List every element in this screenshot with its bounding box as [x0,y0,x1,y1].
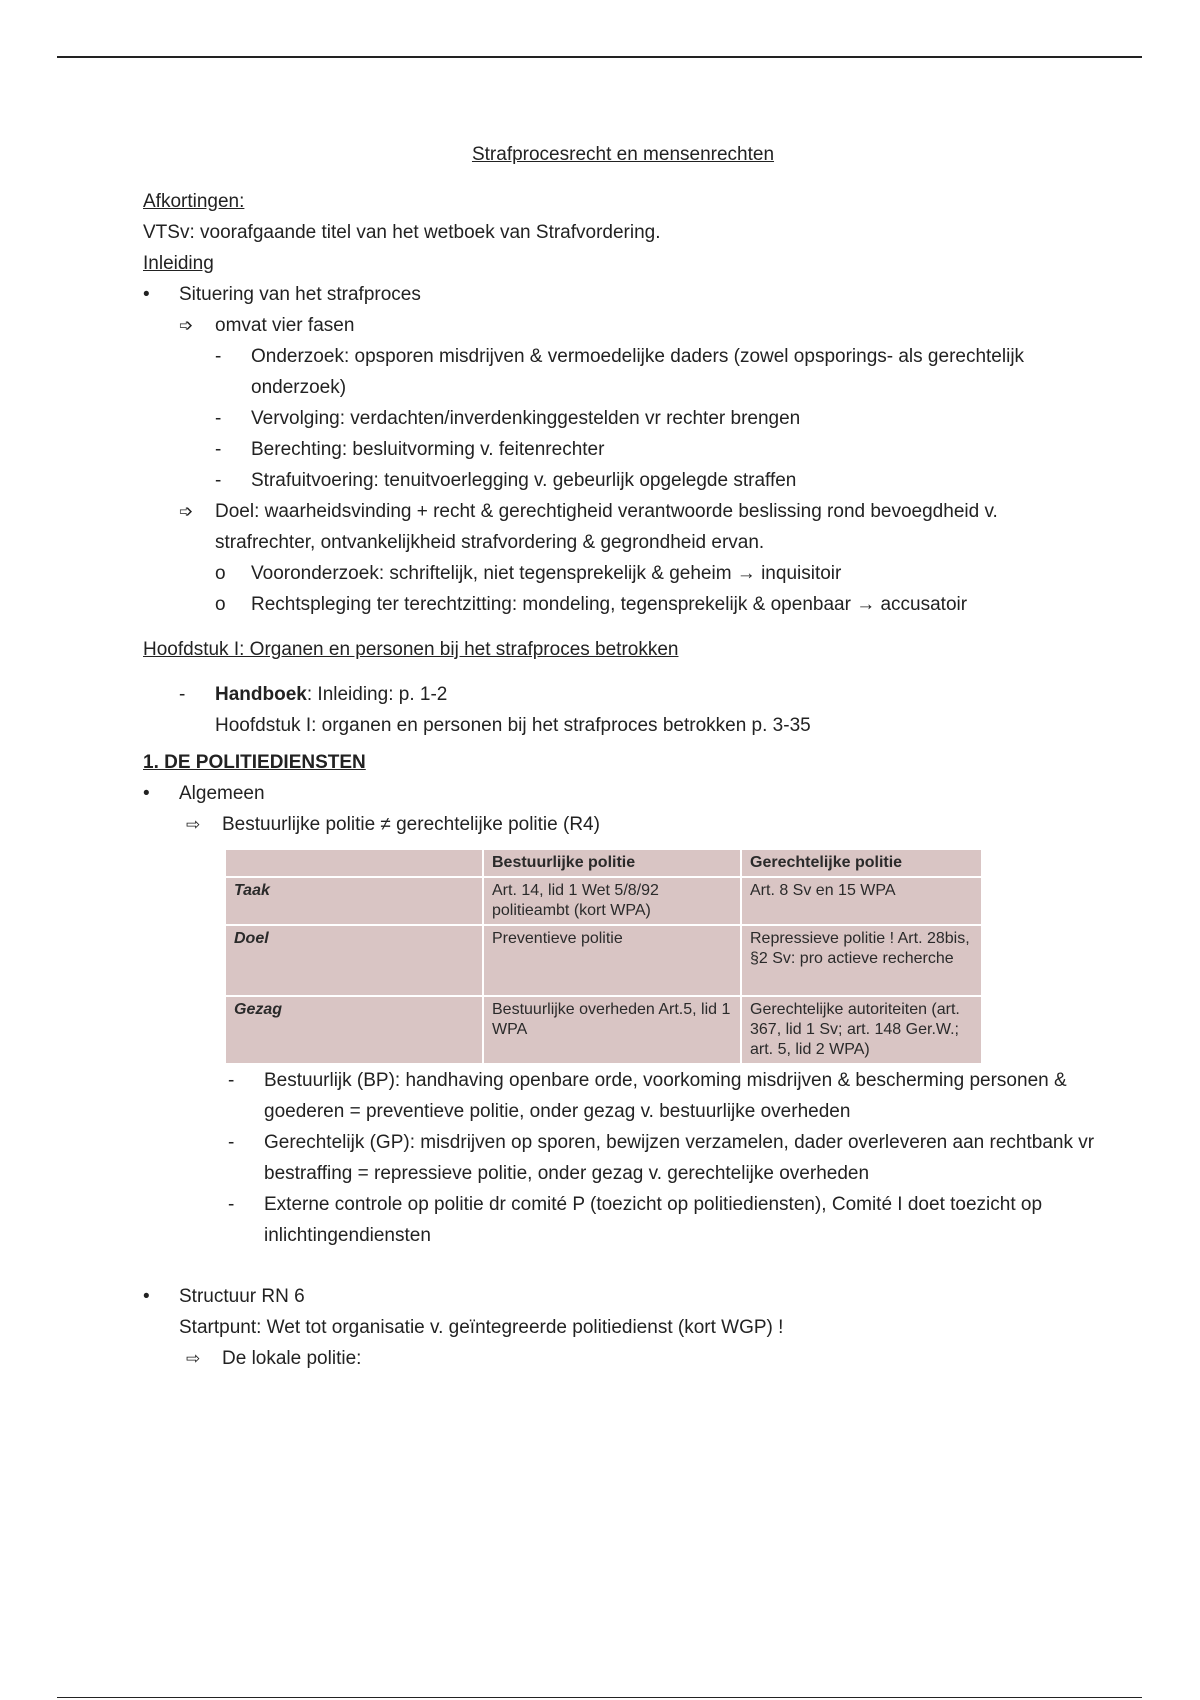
bullet-icon: • [143,783,150,804]
list-item [143,1065,1103,1127]
handboek-line2: Hoofdstuk I: organen en personen bij het strafproces betrokken p. 3-35 [215,715,811,736]
document-body [143,140,1103,1374]
section-heading: 1. DE POLITIEDIENSTEN [143,752,366,773]
arrow-text: omvat vier fasen [215,315,355,336]
list-item [143,679,1103,710]
table-row [225,996,982,1064]
dash-icon: - [215,346,222,367]
list-item [143,341,1103,403]
bottom-rule [57,1697,1142,1698]
fase-text: Berechting: besluitvorming v. feitenrechter [251,439,605,460]
handboek-label: Handboek [215,684,307,705]
table-cell: Repressieve politie ! Art. 28bis, §2 Sv: pro actieve recherche [741,925,982,996]
structuur-line: Startpunt: Wet tot organisatie v. geïntegreerde politiedienst (kort WGP) ! [179,1317,784,1338]
list-item [143,310,1103,341]
table-cell: Gerechtelijke autoriteiten (art. 367, lid 1 Sv; art. 148 Ger.W.; art. 5, lid 2 WPA) [741,996,982,1064]
table-header-cell: Gerechtelijke politie [741,849,982,877]
dash-icon: - [228,1194,235,1215]
list-item [143,809,1103,840]
comparison-table [224,848,983,1065]
list-item [143,1281,1103,1312]
table-cell: Art. 14, lid 1 Wet 5/8/92 politieambt (kort WPA) [483,877,741,925]
list-item [143,496,1103,558]
dash-icon: - [228,1070,235,1091]
table-cell: Gezag [225,996,483,1064]
sub-text: Rechtspleging ter terechtzitting: mondeling, tegensprekelijk & openbaar → accusatoir [251,594,968,615]
list-item [143,279,1103,310]
arrow-right-icon: ➩ [179,502,194,521]
list-item [143,1343,1103,1374]
dash-icon: - [215,470,222,491]
hoofdstuk-heading: Hoofdstuk I: Organen en personen bij het strafproces betrokken [143,639,679,660]
arrow-text: Bestuurlijke politie ≠ gerechtelijke politie (R4) [222,814,600,835]
arrow-outline-icon: ⇨ [186,815,201,834]
arrow-right-icon: ➩ [179,316,194,335]
top-rule [57,56,1142,58]
list-item [143,558,1103,589]
item-text: Bestuurlijk (BP): handhaving openbare orde, voorkoming misdrijven & bescherming personen & goederen = preventieve politie, onder gezag v. bestuurlijke overheden [264,1070,1067,1122]
fase-text: Strafuitvoering: tenuitvoerlegging v. gebeurlijk opgelegde straffen [251,470,797,491]
page-title: Strafprocesrecht en mensenrechten [471,144,775,165]
table-cell: Doel [225,925,483,996]
bullet-text: Structuur RN 6 [179,1286,305,1307]
item-text: Gerechtelijk (GP): misdrijven op sporen, bewijzen verzamelen, dader overleveren aan rechtbank vr bestraffing = repressieve politie, onder gezag v. gerechtelijke overheden [264,1132,1095,1184]
table-row [225,925,982,996]
bullet-icon: • [143,1286,150,1307]
list-item [143,465,1103,496]
table-row [225,877,982,925]
afkortingen-text: VTSv: voorafgaande titel van het wetboek van Strafvordering. [143,222,661,243]
circle-bullet-icon: o [215,563,226,584]
list-item [143,434,1103,465]
table-cell: Taak [225,877,483,925]
inleiding-heading: Inleiding [143,253,214,274]
table-header-cell [225,849,483,877]
list-item [143,1127,1103,1189]
table-header-cell: Bestuurlijke politie [483,849,741,877]
bullet-text: Algemeen [179,783,265,804]
dash-icon: - [215,408,222,429]
bullet-icon: • [143,284,150,305]
fase-text: Vervolging: verdachten/inverdenkinggestelden vr rechter brengen [251,408,801,429]
sub-text: Vooronderzoek: schriftelijk, niet tegensprekelijk & geheim → inquisitoir [251,563,842,584]
handboek-text: : Inleiding: p. 1-2 [306,684,448,705]
afkortingen-heading: Afkortingen: [143,191,245,212]
table-header-row [225,849,982,877]
item-text: Externe controle op politie dr comité P (toezicht op politiediensten), Comité I doet toezicht op inlichtingendiensten [264,1194,1043,1246]
dash-icon: - [228,1132,235,1153]
list-item [143,589,1103,620]
list-item [143,1189,1103,1251]
dash-icon: - [179,684,186,705]
arrow-text: Doel: waarheidsvinding + recht & gerechtigheid verantwoorde beslissing rond bevoegdheid v. strafrechter, ontvankelijkheid strafvordering & gegrondheid ervan. [215,501,998,553]
list-item [143,778,1103,809]
arrow-text: De lokale politie: [222,1348,362,1369]
arrow-outline-icon: ⇨ [186,1349,201,1368]
dash-icon: - [215,439,222,460]
fase-text: Onderzoek: opsporen misdrijven & vermoedelijke daders (zowel opsporings- als gerechtelijk onderzoek) [251,346,1025,398]
table-cell: Preventieve politie [483,925,741,996]
bullet-text: Situering van het strafproces [179,284,421,305]
table-cell: Bestuurlijke overheden Art.5, lid 1 WPA [483,996,741,1064]
circle-bullet-icon: o [215,594,226,615]
list-item [143,403,1103,434]
table-cell: Art. 8 Sv en 15 WPA [741,877,982,925]
